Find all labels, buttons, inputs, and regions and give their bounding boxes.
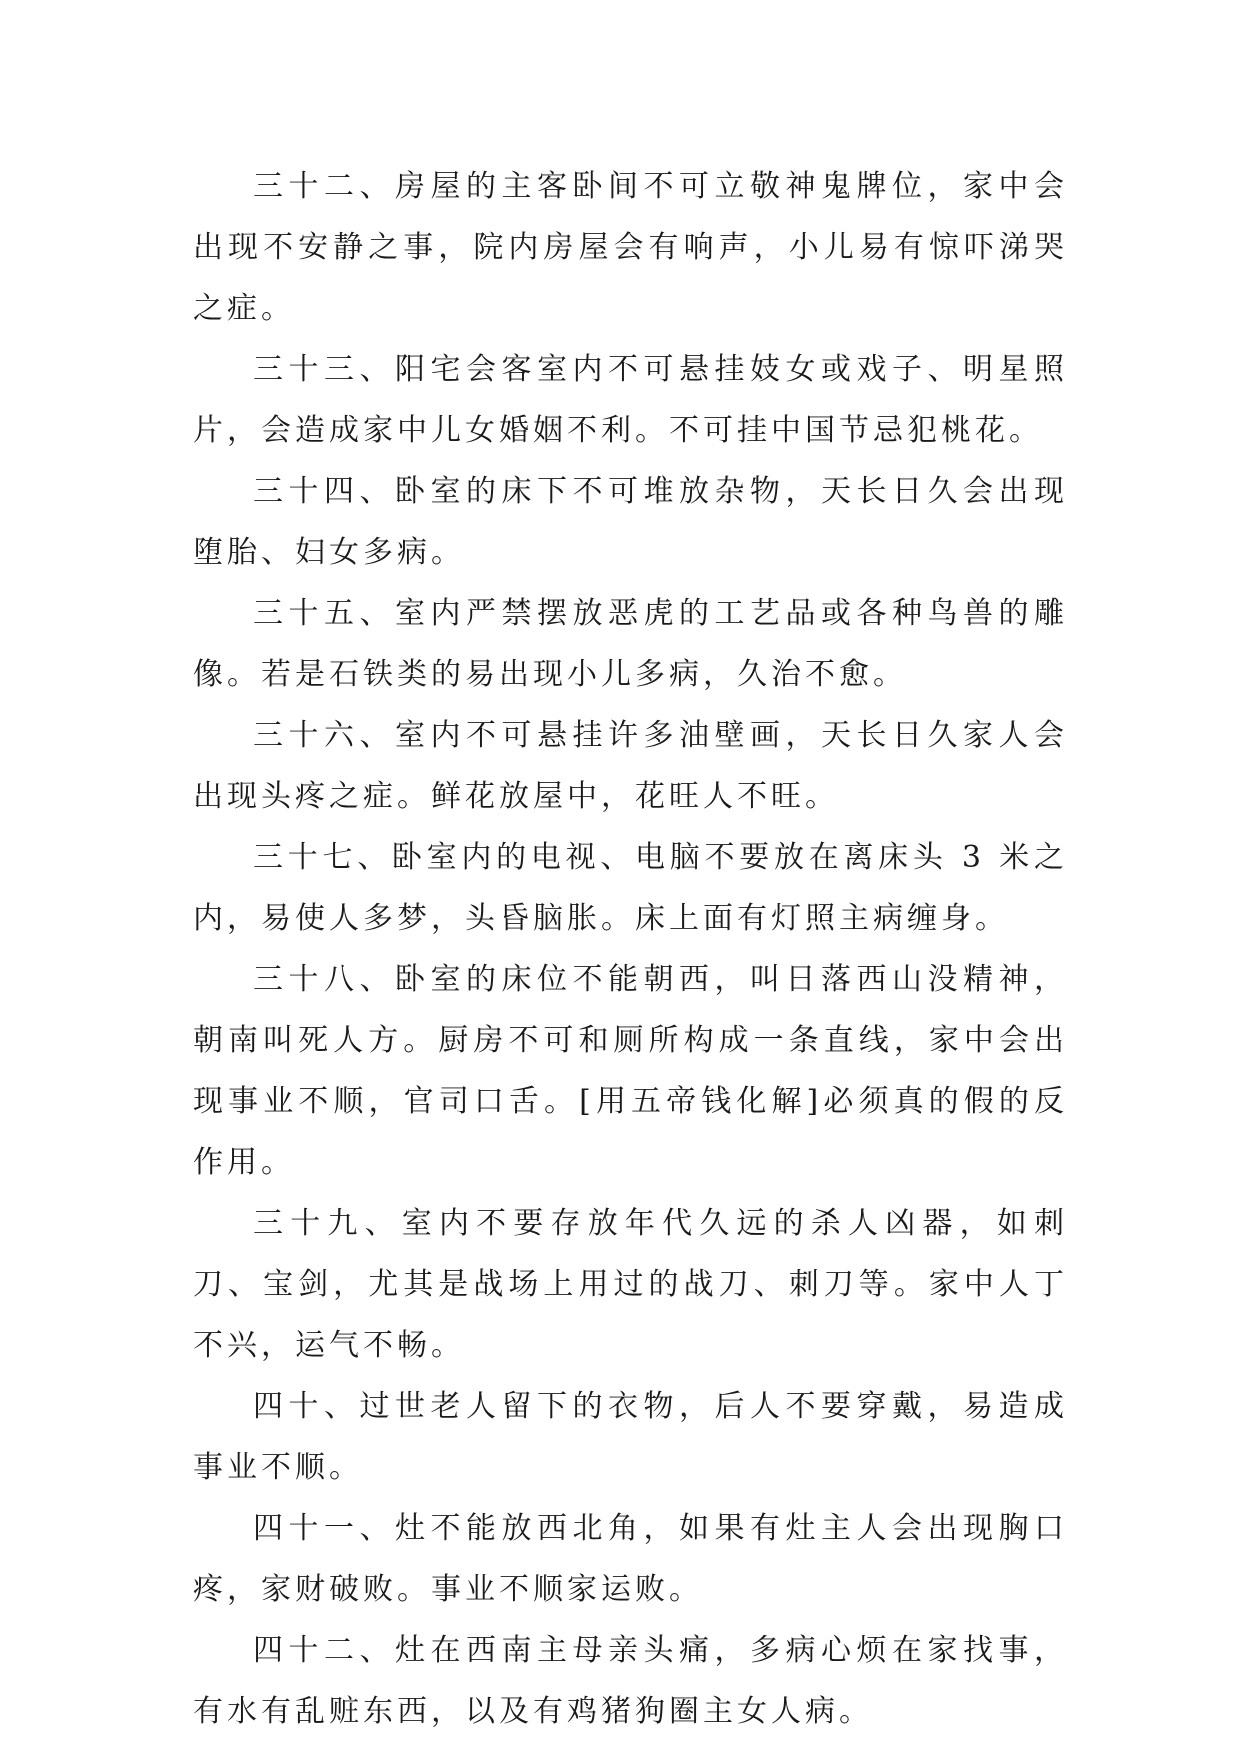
paragraph-32: 三十二、房屋的主客卧间不可立敬神鬼牌位，家中会出现不安静之事，院内房屋会有响声，小儿易有惊吓涕哭之症。 xyxy=(193,169,1068,326)
paragraph-38: 三十八、卧室的床位不能朝西，叫日落西山没精神，朝南叫死人方。厨房不可和厕所构成一条直线，家中会出现事业不顺，官司口舌。[用五帝钱化解]必须真的假的反作用。 xyxy=(193,962,1068,1180)
paragraph-37: 三十七、卧室内的电视、电脑不要放在离床头 3 米之内，易使人多梦，头昏脑胀。床上面有灯照主病缠身。 xyxy=(193,840,1068,936)
paragraph-40: 四十、过世老人留下的衣物，后人不要穿戴，易造成事业不顺。 xyxy=(193,1389,1068,1485)
paragraph-35: 三十五、室内严禁摆放恶虎的工艺品或各种鸟兽的雕像。若是石铁类的易出现小儿多病，久治不愈。 xyxy=(193,596,1068,692)
paragraph-34: 三十四、卧室的床下不可堆放杂物，天长日久会出现堕胎、妇女多病。 xyxy=(193,474,1068,570)
paragraph-33: 三十三、阳宅会客室内不可悬挂妓女或戏子、明星照片，会造成家中儿女婚姻不利。不可挂中国节忌犯桃花。 xyxy=(193,352,1068,448)
paragraph-39: 三十九、室内不要存放年代久远的杀人凶器，如刺刀、宝剑，尤其是战场上用过的战刀、刺刀等。家中人丁不兴，运气不畅。 xyxy=(193,1206,1068,1363)
paragraph-41: 四十一、灶不能放西北角，如果有灶主人会出现胸口疼，家财破败。事业不顺家运败。 xyxy=(193,1511,1068,1607)
paragraph-42: 四十二、灶在西南主母亲头痛，多病心烦在家找事，有水有乱赃东西，以及有鸡猪狗圈主女人病。 xyxy=(193,1633,1068,1729)
paragraph-36: 三十六、室内不可悬挂许多油壁画，天长日久家人会出现头疼之症。鲜花放屋中，花旺人不旺。 xyxy=(193,718,1068,814)
document-body xyxy=(193,156,1068,1742)
